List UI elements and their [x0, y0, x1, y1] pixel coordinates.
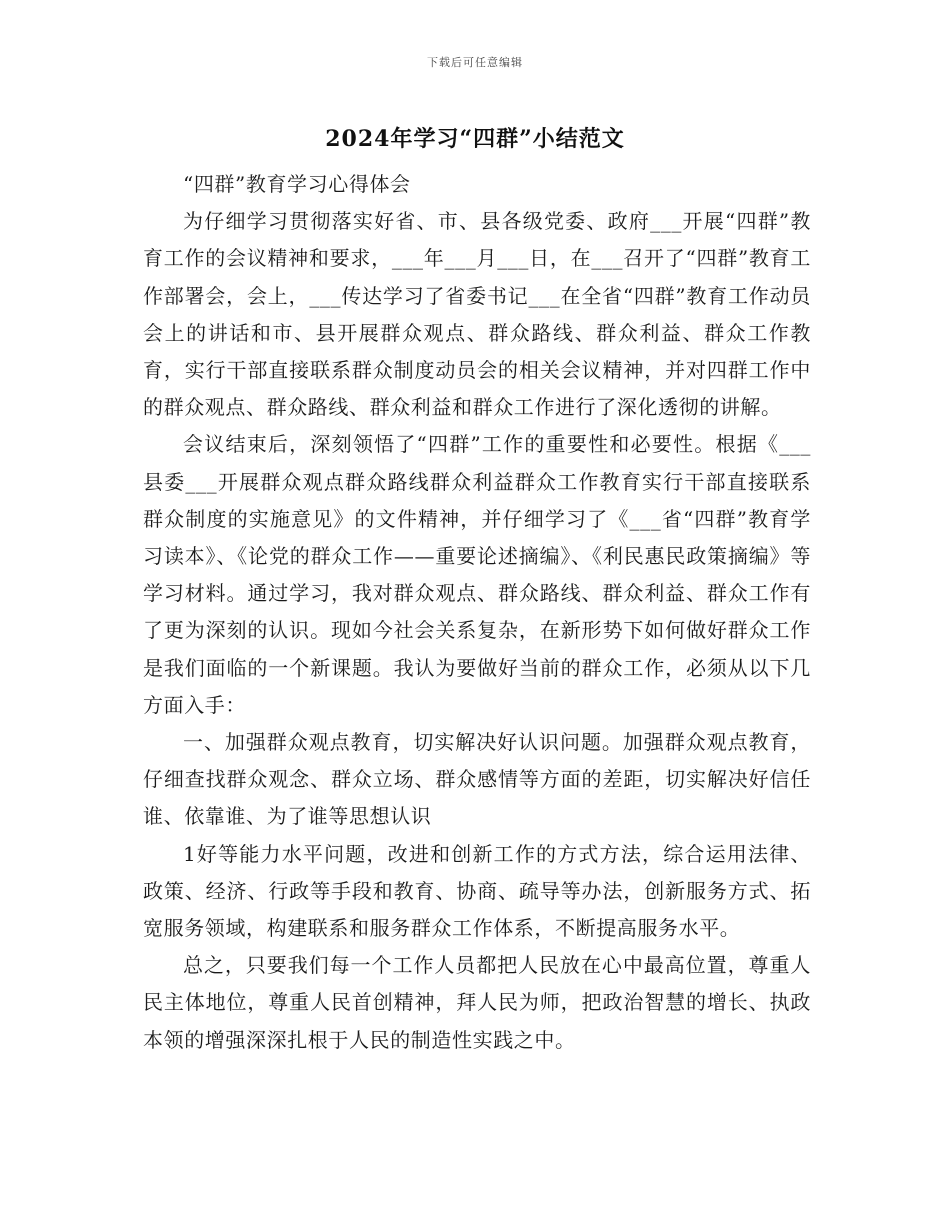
document-title: 2024年学习“四群”小结范文 — [325, 126, 625, 152]
paragraph-point-one: 一、加强群众观点教育，切实解决好认识问题。加强群众观点教育，仔细查找群众观念、群众立场、群众感情等方面的差距，切实解决好信任谁、依靠谁、为了谁等思想认识 — [143, 730, 811, 829]
paragraph-intro: 为仔细学习贯彻落实好省、市、县各级党委、政府___开展“四群”教育工作的会议精神和要求，___年___月___日，在___召开了“四群”教育工作部署会，会上，___传达学习了省委书记___在全省“四群”教育工作动员会上的讲话和市、县开展群众观点、群众路线、群众利益、群众工作教育，实行干部直接联系群众制度动员会的相关会议精神，并对四群工作中的群众观点、群众路线、群众利益和群众工作进行了深化透彻的讲解。 — [143, 209, 811, 420]
paragraph-conclusion: 总之，只要我们每一个工作人员都把人民放在心中最高位置，尊重人民主体地位，尊重人民首创精神，拜人民为师，把政治智慧的增长、执政本领的增强深深扎根于人民的制造性实践之中。 — [143, 953, 811, 1052]
paragraph-capability: 1好等能力水平问题，改进和创新工作的方式方法，综合运用法律、政策、经济、行政等手段和教育、协商、疏导等办法，创新服务方式、拓宽服务领域，构建联系和服务群众工作体系，不断提高服务水平。 — [143, 841, 811, 941]
document-body — [143, 166, 811, 1059]
paragraph-subtitle: “四群”教育学习心得体会 — [183, 172, 411, 196]
header-note: 下载后可任意编辑 — [427, 56, 523, 69]
paragraph-after-meeting: 会议结束后，深刻领悟了“四群”工作的重要性和必要性。根据《___县委___开展群众观点群众路线群众利益群众工作教育实行干部直接联系群众制度的实施意见》的文件精神，并仔细学习了《___省“四群”教育学习读本》、《论党的群众工作——重要论述摘编》、《利民惠民政策摘编》等学习材料。通过学习，我对群众观点、群众路线、群众利益、群众工作有了更为深刻的认识。现如今社会关系复杂，在新形势下如何做好群众工作是我们面临的一个新课题。我认为要做好当前的群众工作，必须从以下几方面入手： — [143, 432, 811, 717]
